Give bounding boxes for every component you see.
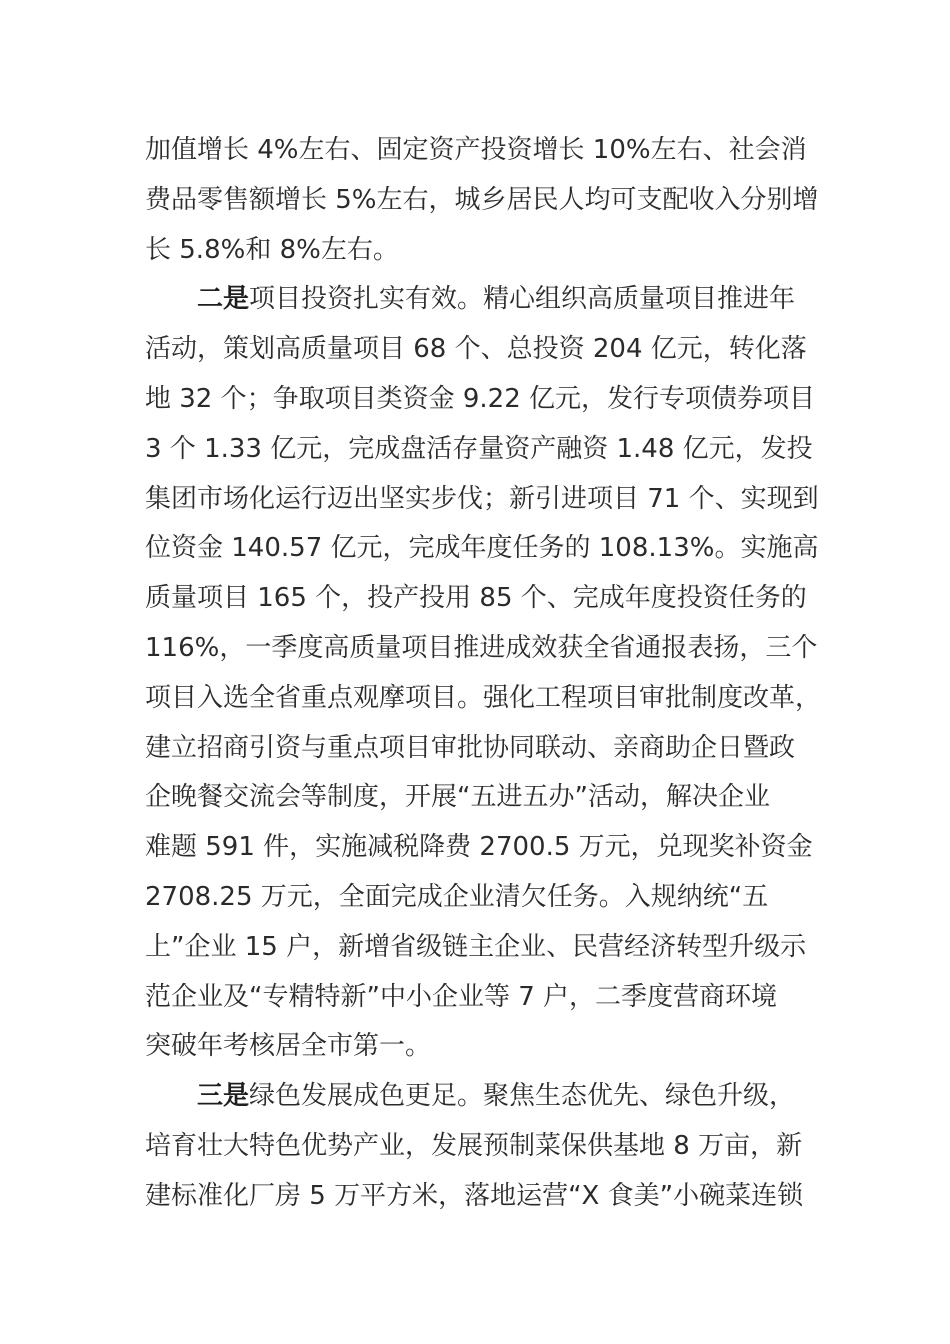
text-line: 项目入选全省重点观摩项目。强化工程项目审批制度改革， bbox=[145, 682, 822, 713]
text-line: 地 32 个；争取项目类资金 9.22 亿元，发行专项债券项目 bbox=[145, 383, 816, 414]
text-line: 活动，策划高质量项目 68 个、总投资 204 亿元，转化落 bbox=[145, 334, 807, 365]
paragraph-1 bbox=[145, 126, 817, 275]
text-run: 项目投资扎实有效。精心组织高质量项目推进年 bbox=[249, 284, 796, 315]
text-line: 企晚餐交流会等制度，开展“五进五办”活动，解决企业 bbox=[145, 782, 770, 813]
text-line: 长 5.8%和 8%左右。 bbox=[145, 234, 399, 265]
text-line: 突破年考核居全市第一。 bbox=[145, 1031, 432, 1062]
paragraph-2 bbox=[145, 275, 822, 1072]
text-line: 3 个 1.33 亿元，完成盘活存量资产融资 1.48 亿元，发投 bbox=[145, 433, 813, 464]
text-line: 上”企业 15 户，新增省级链主企业、民营经济转型升级示 bbox=[145, 931, 807, 962]
paragraph-first-line bbox=[145, 275, 817, 325]
text-line: 建标准化厂房 5 万平方米，落地运营“X 食美”小碗菜连锁 bbox=[145, 1180, 804, 1211]
text-line: 难题 591 件，实施减税降费 2700.5 万元，兑现奖补资金 bbox=[145, 832, 813, 863]
text-run: 绿色发展成色更足。聚焦生态优先、绿色升级， bbox=[249, 1081, 796, 1112]
document-body bbox=[145, 126, 822, 1222]
text-line: 加值增长 4%左右、固定资产投资增长 10%左右、社会消 bbox=[145, 135, 807, 165]
text-line: 2708.25 万元，全面完成企业清欠任务。入规纳统“五 bbox=[145, 881, 769, 912]
paragraph-lead: 二是 bbox=[197, 284, 250, 315]
text-line: 费品零售额增长 5%左右，城乡居民人均可支配收入分别增 bbox=[145, 184, 819, 215]
paragraph-first-line bbox=[145, 1072, 817, 1122]
paragraph-3 bbox=[145, 1072, 817, 1221]
text-line: 质量项目 165 个，投产投用 85 个、完成年度投资任务的 bbox=[145, 583, 807, 614]
paragraph-lead: 三是 bbox=[197, 1081, 250, 1112]
text-line: 建立招商引资与重点项目审批协同联动、亲商助企日暨政 bbox=[145, 732, 796, 763]
text-line: 范企业及“专精特新”中小企业等 7 户，二季度营商环境 bbox=[145, 981, 778, 1012]
text-line: 集团市场化运行迈出坚实步伐；新引进项目 71 个、实现到 bbox=[145, 483, 819, 514]
text-line: 116%，一季度高质量项目推进成效获全省通报表扬，三个 bbox=[145, 632, 818, 663]
text-line: 位资金 140.57 亿元，完成年度任务的 108.13%。实施高 bbox=[145, 533, 819, 564]
text-line: 培育壮大特色优势产业，发展预制菜保供基地 8 万亩，新 bbox=[145, 1130, 803, 1161]
